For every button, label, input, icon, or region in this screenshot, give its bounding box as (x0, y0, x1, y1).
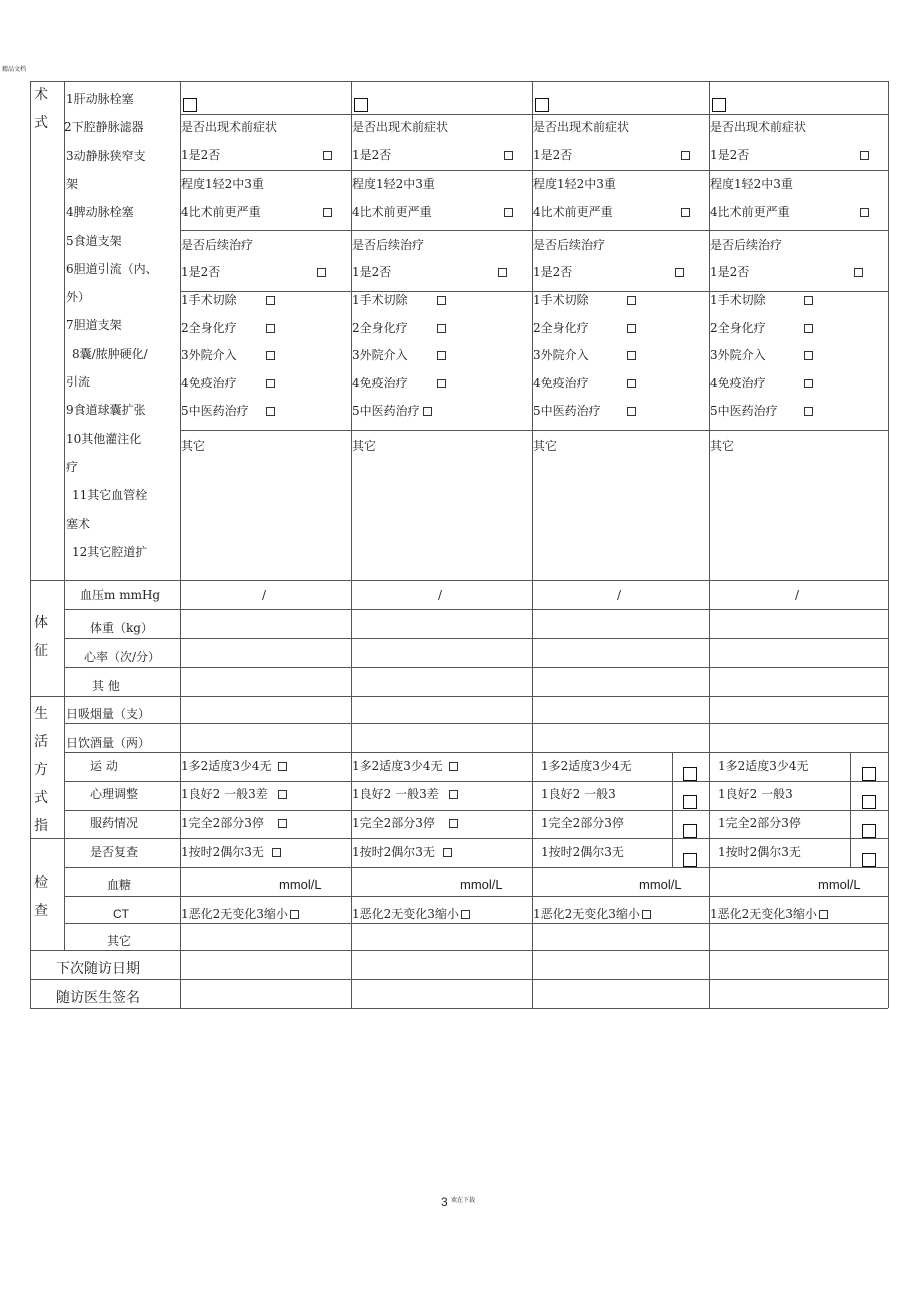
severity-worse: 4比术前更严重 (533, 205, 613, 219)
mental-options: 1良好2 一般3差 (181, 787, 268, 801)
surgery-other-label: 其它 (181, 439, 206, 453)
treatment-checkbox[interactable] (627, 351, 636, 360)
mental-label: 心理调整 (90, 787, 139, 801)
row-divider (64, 896, 888, 897)
visit-select-checkbox[interactable] (535, 98, 549, 112)
severity-label: 程度1轻2中3重 (710, 177, 793, 191)
col2-border (351, 81, 352, 1008)
severity-checkbox[interactable] (681, 208, 690, 217)
lifestyle-checkbox[interactable] (449, 790, 458, 799)
lifestyle-checkbox[interactable] (278, 790, 287, 799)
treatment-option: 3外院介入 (710, 348, 766, 363)
section-divider (30, 950, 888, 951)
ct-checkbox[interactable] (642, 910, 651, 919)
treatment-checkbox[interactable] (627, 379, 636, 388)
section-title-lifestyle: 方 (34, 762, 48, 778)
section-title-exam: 检 (34, 875, 48, 891)
lifestyle-checkbox[interactable] (278, 762, 287, 771)
glucose-unit: mmol/L (639, 877, 682, 892)
treatment-option: 1手术切除 (710, 293, 766, 307)
treatment-option: 4免疫治疗 (352, 376, 408, 391)
medication-options: 1完全2部分3停 (718, 816, 801, 830)
exercise-options: 1多2适度3少4无 (181, 759, 272, 773)
treatment-option: 3外院介入 (533, 348, 589, 363)
followup-question: 是否后续治疗 (181, 238, 254, 252)
row-divider (180, 114, 888, 115)
page-footer-suffix: 欢在下载 (451, 1197, 476, 1204)
review-checkbox[interactable] (862, 853, 876, 867)
section-title-surgery: 式 (34, 115, 48, 131)
table-top-border (30, 81, 888, 82)
surgery-option: 3动静脉狭窄支 (66, 148, 146, 163)
visit-select-checkbox[interactable] (712, 98, 726, 112)
severity-worse: 4比术前更严重 (710, 205, 790, 219)
treatment-option: 5中医药治疗 (181, 403, 249, 418)
treatment-option: 3外院介入 (352, 348, 408, 363)
treatment-checkbox[interactable] (266, 407, 275, 416)
bp-separator: / (795, 588, 800, 602)
row-divider (64, 723, 888, 724)
section-title-vitals: 征 (34, 643, 48, 659)
treatment-option: 1手术切除 (352, 293, 408, 307)
severity-worse: 4比术前更严重 (181, 205, 261, 219)
drink-label: 日饮酒量（两） (66, 736, 151, 750)
lifestyle-checkbox[interactable] (862, 824, 876, 838)
mental-options: 1良好2 一般3 (718, 787, 793, 801)
row-divider (64, 781, 888, 782)
surgery-option: 7胆道支架 (66, 318, 122, 333)
row-divider (64, 810, 888, 811)
treatment-checkbox[interactable] (266, 324, 275, 333)
treatment-checkbox[interactable] (437, 379, 446, 388)
treatment-checkbox[interactable] (266, 351, 275, 360)
review-checkbox[interactable] (443, 848, 452, 857)
severity-worse: 4比术前更严重 (352, 205, 432, 219)
page-number: 3 (441, 1195, 448, 1209)
treatment-checkbox[interactable] (423, 407, 432, 416)
bp-separator: / (262, 588, 267, 602)
surgery-option: 9食道球囊扩张 (66, 403, 146, 418)
lifestyle-checkbox[interactable] (449, 762, 458, 771)
vitals-bp-label: 血压m mmHg (80, 588, 161, 602)
surgery-option: 5食道支架 (66, 233, 122, 248)
vitals-weight-label: 体重（kg） (90, 621, 153, 635)
vitals-heart-label: 心率（次/分） (84, 650, 161, 664)
review-options: 1按时2偶尔3无 (352, 845, 435, 859)
surgery-other-label: 其它 (352, 439, 377, 453)
section-title-lifestyle: 活 (34, 734, 48, 750)
row-divider (64, 638, 888, 639)
treatment-checkbox[interactable] (804, 296, 813, 305)
surgery-option: 8囊/脓肿硬化/ (72, 346, 148, 361)
followup-answer: 1是2否 (181, 265, 221, 279)
surgery-option: 疗 (66, 459, 79, 474)
symptom-answer: 1是2否 (181, 148, 221, 162)
exercise-label: 运 动 (90, 759, 118, 773)
symptom-checkbox[interactable] (681, 151, 690, 160)
table-bottom-border (30, 1008, 888, 1009)
row-divider (64, 867, 888, 868)
symptom-question: 是否出现术前症状 (181, 120, 278, 134)
followup-answer: 1是2否 (533, 265, 573, 279)
surgery-option: 架 (66, 176, 79, 191)
treatment-checkbox[interactable] (266, 379, 275, 388)
review-options: 1按时2偶尔3无 (718, 845, 801, 859)
section-title-lifestyle: 指 (34, 818, 48, 834)
treatment-checkbox[interactable] (437, 296, 446, 305)
ct-options: 1恶化2无变化3缩小 (533, 907, 640, 921)
surgery-option: 2下腔静脉滤器 (64, 120, 144, 135)
exercise-options: 1多2适度3少4无 (352, 759, 443, 773)
surgery-option: 塞术 (66, 516, 91, 531)
section-title-vitals: 体 (34, 615, 48, 631)
lifestyle-checkbox[interactable] (683, 824, 697, 838)
review-checkbox[interactable] (683, 853, 697, 867)
col4-border (709, 81, 710, 1008)
severity-label: 程度1轻2中3重 (352, 177, 435, 191)
followup-question: 是否后续治疗 (710, 238, 783, 252)
treatment-option: 5中医药治疗 (533, 403, 601, 418)
followup-question: 是否后续治疗 (352, 238, 425, 252)
treatment-checkbox[interactable] (804, 379, 813, 388)
surgery-option: 6胆道引流（内、 (66, 261, 158, 276)
row-divider (180, 230, 888, 231)
review-checkbox[interactable] (272, 848, 281, 857)
ct-options: 1恶化2无变化3缩小 (710, 907, 817, 921)
header-tag: 精品文档 (2, 66, 27, 73)
exercise-options: 1多2适度3少4无 (541, 759, 632, 773)
severity-label: 程度1轻2中3重 (181, 177, 264, 191)
treatment-checkbox[interactable] (804, 351, 813, 360)
surgery-option: 引流 (66, 375, 91, 389)
treatment-option: 5中医药治疗 (352, 403, 420, 418)
followup-question: 是否后续治疗 (533, 238, 606, 252)
treatment-checkbox[interactable] (804, 407, 813, 416)
treatment-option: 2全身化疗 (181, 320, 237, 335)
ct-options: 1恶化2无变化3缩小 (352, 907, 459, 921)
symptom-answer: 1是2否 (352, 148, 392, 162)
row-divider (64, 923, 888, 924)
followup-answer: 1是2否 (352, 265, 392, 279)
treatment-checkbox[interactable] (266, 296, 275, 305)
symptom-question: 是否出现术前症状 (533, 120, 630, 134)
row-divider (64, 609, 888, 610)
ct-options: 1恶化2无变化3缩小 (181, 907, 288, 921)
vitals-other-label: 其 他 (92, 679, 120, 693)
medication-options: 1完全2部分3停 (181, 816, 264, 830)
treatment-option: 2全身化疗 (352, 320, 408, 335)
exercise-options: 1多2适度3少4无 (718, 759, 809, 773)
treatment-option: 3外院介入 (181, 348, 237, 363)
section-divider (30, 580, 888, 581)
bp-separator: / (617, 588, 622, 602)
surgery-option: 1肝动脉栓塞 (66, 92, 134, 106)
treatment-checkbox[interactable] (627, 324, 636, 333)
ct-checkbox[interactable] (819, 910, 828, 919)
row-divider (180, 170, 888, 171)
treatment-option: 2全身化疗 (710, 320, 766, 335)
surgery-option: 11其它血管栓 (72, 488, 148, 503)
symptom-checkbox[interactable] (860, 151, 869, 160)
treatment-checkbox[interactable] (437, 351, 446, 360)
lifestyle-checkbox[interactable] (449, 819, 458, 828)
section-divider (30, 696, 888, 697)
surgery-other-label: 其它 (533, 439, 558, 453)
ct-checkbox[interactable] (290, 910, 299, 919)
row-divider (30, 979, 888, 980)
surgery-option: 4脾动脉栓塞 (66, 205, 134, 220)
surgery-option: 10其他灌注化 (66, 431, 142, 446)
surgery-other-label: 其它 (710, 439, 735, 453)
label-column-border (64, 81, 65, 950)
ct-checkbox[interactable] (461, 910, 470, 919)
glucose-unit: mmol/L (279, 877, 322, 892)
treatment-checkbox[interactable] (627, 296, 636, 305)
review-options: 1按时2偶尔3无 (541, 845, 624, 859)
treatment-option: 4免疫治疗 (533, 376, 589, 391)
glucose-label: 血糖 (107, 878, 132, 892)
col1-border (180, 81, 181, 1008)
symptom-checkbox[interactable] (504, 151, 513, 160)
lifestyle-checkbox[interactable] (862, 795, 876, 809)
exam-other-label: 其它 (107, 934, 132, 948)
severity-label: 程度1轻2中3重 (533, 177, 616, 191)
table-right-border (888, 81, 889, 1008)
section-title-lifestyle: 式 (34, 790, 48, 806)
review-label: 是否复查 (90, 845, 139, 859)
treatment-option: 1手术切除 (181, 293, 237, 307)
symptom-answer: 1是2否 (710, 148, 750, 162)
ct-label: CT (113, 907, 129, 921)
treatment-checkbox[interactable] (437, 324, 446, 333)
doctor-signature-label: 随访医生签名 (56, 990, 140, 1006)
severity-checkbox[interactable] (860, 208, 869, 217)
checkbox-col-border (850, 752, 851, 867)
severity-checkbox[interactable] (504, 208, 513, 217)
treatment-option: 4免疫治疗 (710, 376, 766, 391)
mental-options: 1良好2 一般3差 (352, 787, 439, 801)
col3-border (532, 81, 533, 1008)
glucose-unit: mmol/L (818, 877, 861, 892)
medication-options: 1完全2部分3停 (352, 816, 435, 830)
treatment-option: 1手术切除 (533, 293, 589, 307)
symptom-question: 是否出现术前症状 (352, 120, 449, 134)
treatment-option: 2全身化疗 (533, 320, 589, 335)
lifestyle-checkbox[interactable] (862, 767, 876, 781)
section-divider (30, 838, 888, 839)
followup-checkbox[interactable] (317, 268, 326, 277)
treatment-option: 5中医药治疗 (710, 403, 778, 418)
followup-checkbox[interactable] (675, 268, 684, 277)
mental-options: 1良好2 一般3 (541, 787, 616, 801)
followup-checkbox[interactable] (854, 268, 863, 277)
row-divider (64, 667, 888, 668)
followup-checkbox[interactable] (498, 268, 507, 277)
treatment-option: 4免疫治疗 (181, 376, 237, 391)
lifestyle-checkbox[interactable] (683, 767, 697, 781)
symptom-checkbox[interactable] (323, 151, 332, 160)
treatment-checkbox[interactable] (804, 324, 813, 333)
section-title-lifestyle: 生 (34, 706, 48, 722)
symptom-answer: 1是2否 (533, 148, 573, 162)
visit-select-checkbox[interactable] (354, 98, 368, 112)
review-options: 1按时2偶尔3无 (181, 845, 264, 859)
treatment-checkbox[interactable] (627, 407, 636, 416)
smoke-label: 日吸烟量（支） (66, 707, 151, 721)
followup-answer: 1是2否 (710, 265, 750, 279)
surgery-option: 外） (66, 290, 91, 305)
visit-select-checkbox[interactable] (183, 98, 197, 112)
section-title-exam: 查 (34, 903, 48, 919)
row-divider (180, 430, 888, 431)
symptom-question: 是否出现术前症状 (710, 120, 807, 134)
glucose-unit: mmol/L (460, 877, 503, 892)
medication-label: 服药情况 (90, 816, 139, 830)
row-divider (180, 291, 888, 292)
lifestyle-checkbox[interactable] (683, 795, 697, 809)
surgery-option: 12其它腔道扩 (72, 544, 148, 559)
row-divider (64, 752, 888, 753)
medication-options: 1完全2部分3停 (541, 816, 624, 830)
next-visit-date-label: 下次随访日期 (56, 961, 140, 977)
lifestyle-checkbox[interactable] (278, 819, 287, 828)
bp-separator: / (438, 588, 443, 602)
severity-checkbox[interactable] (323, 208, 332, 217)
checkbox-col-border (672, 752, 673, 867)
section-title-surgery: 术 (34, 87, 48, 103)
table-left-border (30, 81, 31, 1008)
